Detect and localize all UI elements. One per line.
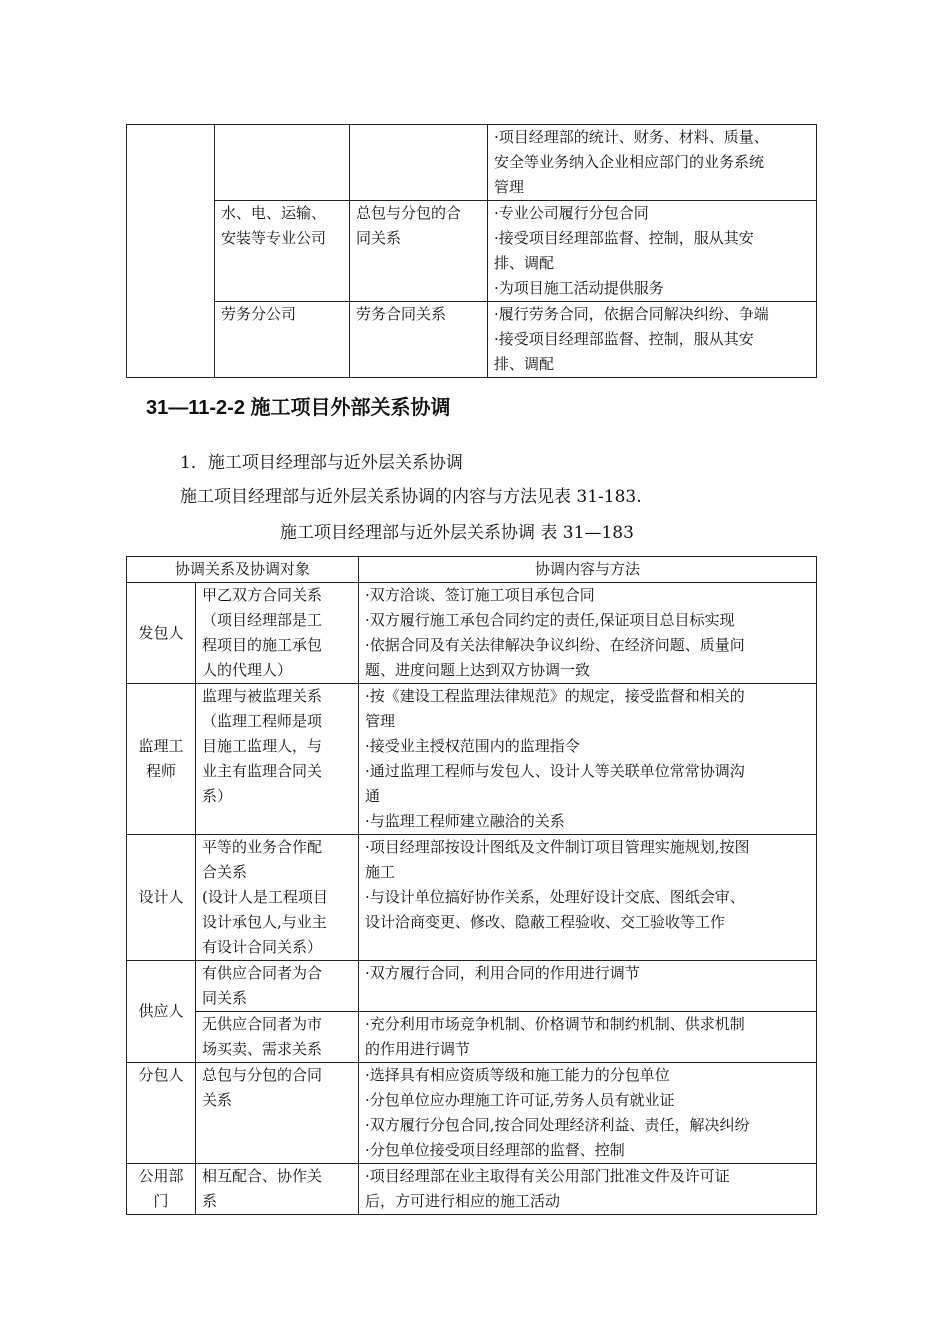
cell-line: 设计承包人,与业主 bbox=[202, 913, 327, 931]
method-cell bbox=[359, 1063, 817, 1164]
cell-line: 监理与被监理关系 bbox=[202, 687, 323, 705]
table-cell bbox=[215, 125, 350, 201]
relation-cell bbox=[196, 961, 359, 1012]
table-cell bbox=[350, 201, 488, 302]
cell-line: 目施工监理人，与 bbox=[202, 737, 323, 755]
cell-line: 业主有监理合同关 bbox=[202, 762, 323, 780]
method-cell bbox=[359, 1012, 817, 1063]
table-cell bbox=[488, 302, 817, 378]
table-cell bbox=[127, 125, 215, 378]
cell-line: ·通过监理工程师与发包人、设计人等关联单位常常协调沟 bbox=[365, 762, 745, 780]
cell-line: ·接受项目经理部监督、控制，服从其安 bbox=[494, 229, 754, 247]
cell-line: 相互配合、协作关 bbox=[202, 1167, 323, 1185]
relation-cell bbox=[196, 1012, 359, 1063]
cell-line: 供应人 bbox=[138, 1002, 184, 1020]
party-cell bbox=[127, 1164, 196, 1215]
cell-line: 门 bbox=[153, 1192, 169, 1210]
cell-line: 管理 bbox=[365, 712, 396, 730]
table-row bbox=[127, 302, 817, 378]
cell-line: 发包人 bbox=[138, 623, 184, 642]
table-cell bbox=[215, 201, 350, 302]
cell-line: 水、电、运输、 bbox=[221, 204, 327, 222]
cell-line: 题、进度问题上达到双方协调一致 bbox=[365, 661, 591, 679]
cell-line: 同关系 bbox=[202, 989, 248, 1007]
table-row bbox=[127, 1063, 817, 1164]
cell-line: ·项目经理部在业主取得有关公用部门批准文件及许可证 bbox=[365, 1167, 730, 1185]
body-paragraph: 施工项目经理部与近外层关系协调的内容与方法见表 31-183. bbox=[180, 487, 642, 507]
cell-line: 有设计合同关系） bbox=[202, 938, 323, 956]
table-row bbox=[127, 961, 817, 1012]
cell-line: ·与设计单位搞好协作关系，处理好设计交底、图纸会审、 bbox=[365, 888, 745, 906]
cell-line: 场买卖、需求关系 bbox=[202, 1040, 323, 1058]
cell-line: 排、调配 bbox=[494, 355, 555, 373]
header-cell: 协调内容与方法 bbox=[359, 557, 817, 583]
table-cell bbox=[350, 302, 488, 378]
table-row bbox=[127, 125, 817, 201]
cell-line: ·接受业主授权范围内的监理指令 bbox=[365, 737, 580, 755]
table-cell bbox=[350, 125, 488, 201]
cell-line: 公用部 bbox=[138, 1167, 184, 1185]
cell-line: 监理工 bbox=[138, 737, 184, 755]
method-cell bbox=[359, 835, 817, 961]
table-cell bbox=[215, 302, 350, 378]
cell-line: 总包与分包的合 bbox=[356, 204, 462, 222]
cell-line: 施工 bbox=[365, 863, 396, 881]
cell-line: ·项目经理部的统计、财务、材料、质量、 bbox=[494, 128, 769, 146]
cell-line: 的作用进行调节 bbox=[365, 1040, 471, 1058]
table-cell bbox=[488, 125, 817, 201]
table-continuation bbox=[126, 124, 817, 378]
cell-line: ·与监理工程师建立融洽的关系 bbox=[365, 812, 565, 830]
cell-line: 安装等专业公司 bbox=[221, 229, 327, 247]
section-heading: 31—11-2-2 施工项目外部关系协调 bbox=[146, 397, 451, 419]
cell-line: ·依据合同及有关法律解决争议纠纷、在经济问题、质量问 bbox=[365, 636, 745, 654]
numbered-paragraph: 1．施工项目经理部与近外层关系协调 bbox=[180, 453, 463, 473]
cell-line: （监理工程师是项 bbox=[202, 712, 323, 730]
cell-line: 无供应合同者为市 bbox=[202, 1015, 323, 1033]
table-cell bbox=[488, 201, 817, 302]
cell-line: 劳务分公司 bbox=[221, 305, 297, 323]
cell-line: 同关系 bbox=[356, 229, 402, 247]
method-cell bbox=[359, 1164, 817, 1215]
party-cell bbox=[127, 583, 196, 684]
coordination-table bbox=[126, 556, 817, 1215]
cell-line: ·双方履行合同，利用合同的作用进行调节 bbox=[365, 964, 640, 982]
table-row bbox=[127, 684, 817, 835]
cell-line: 合关系 bbox=[202, 863, 248, 881]
cell-line: 关系 bbox=[202, 1091, 233, 1109]
cell-line: 甲乙双方合同关系 bbox=[202, 586, 323, 604]
cell-line: 程师 bbox=[145, 762, 176, 780]
cell-line: 人的代理人） bbox=[202, 661, 293, 679]
header-cell: 协调关系及协调对象 bbox=[127, 557, 359, 583]
cell-line: （项目经理部是工 bbox=[202, 611, 323, 629]
cell-line: ·接受项目经理部监督、控制，服从其安 bbox=[494, 330, 754, 348]
cell-line: ·充分利用市场竞争机制、价格调节和制约机制、供求机制 bbox=[365, 1015, 745, 1033]
cell-line: 程项目的施工承包 bbox=[202, 636, 323, 654]
cell-line: ·双方履行分包合同,按合同处理经济利益、责任，解决纠纷 bbox=[365, 1116, 750, 1134]
cell-line: 平等的业务合作配 bbox=[202, 838, 323, 856]
cell-line: 有供应合同者为合 bbox=[202, 964, 323, 982]
cell-line: ·双方洽谈、签订施工项目承包合同 bbox=[365, 586, 595, 604]
relation-cell bbox=[196, 684, 359, 835]
cell-line: ·履行劳务合同，依据合同解决纠纷、争端 bbox=[494, 305, 769, 323]
party-cell bbox=[127, 961, 196, 1063]
cell-line: ·分包单位应办理施工许可证,劳务人员有就业证 bbox=[365, 1091, 675, 1109]
relation-cell bbox=[196, 1063, 359, 1164]
relation-cell bbox=[196, 583, 359, 684]
cell-line: 系） bbox=[202, 787, 233, 805]
table-row bbox=[127, 1164, 817, 1215]
cell-line: 通 bbox=[365, 787, 381, 805]
cell-line: ·项目经理部按设计图纸及文件制订项目管理实施规划,按图 bbox=[365, 838, 750, 856]
cell-line: 后，方可进行相应的施工活动 bbox=[365, 1192, 561, 1210]
cell-line: ·分包单位接受项目经理部的监督、控制 bbox=[365, 1141, 625, 1159]
party-cell bbox=[127, 1063, 196, 1164]
party-cell bbox=[127, 835, 196, 961]
cell-line: 劳务合同关系 bbox=[356, 305, 447, 323]
table-row bbox=[127, 201, 817, 302]
cell-line: 设计洽商变更、修改、隐蔽工程验收、交工验收等工作 bbox=[365, 913, 726, 931]
cell-line: ·选择具有相应资质等级和施工能力的分包单位 bbox=[365, 1066, 670, 1084]
cell-line: 安全等业务纳入企业相应部门的业务系统 bbox=[494, 153, 765, 171]
cell-line: 总包与分包的合同 bbox=[202, 1066, 323, 1084]
cell-line: 管理 bbox=[494, 178, 525, 196]
method-cell bbox=[359, 961, 817, 1012]
table-header-row bbox=[127, 557, 817, 583]
cell-line: ·双方履行施工承包合同约定的责任,保证项目总目标实现 bbox=[365, 611, 735, 629]
method-cell bbox=[359, 684, 817, 835]
table-row bbox=[127, 1012, 817, 1063]
cell-line: 分包人 bbox=[138, 1066, 184, 1084]
cell-line: 系 bbox=[202, 1192, 218, 1210]
cell-line: ·按《建设工程监理法律规范》的规定，接受监督和相关的 bbox=[365, 687, 745, 705]
method-cell bbox=[359, 583, 817, 684]
cell-line: (设计人是工程项目 bbox=[202, 888, 328, 906]
cell-line: ·专业公司履行分包合同 bbox=[494, 204, 649, 222]
party-cell bbox=[127, 684, 196, 835]
relation-cell bbox=[196, 835, 359, 961]
cell-line: 排、调配 bbox=[494, 254, 555, 272]
table-row bbox=[127, 835, 817, 961]
cell-line: ·为项目施工活动提供服务 bbox=[494, 279, 664, 297]
table-caption: 施工项目经理部与近外层关系协调 表 31—183 bbox=[280, 523, 634, 543]
cell-line: 设计人 bbox=[138, 888, 184, 906]
relation-cell bbox=[196, 1164, 359, 1215]
table-row bbox=[127, 583, 817, 684]
